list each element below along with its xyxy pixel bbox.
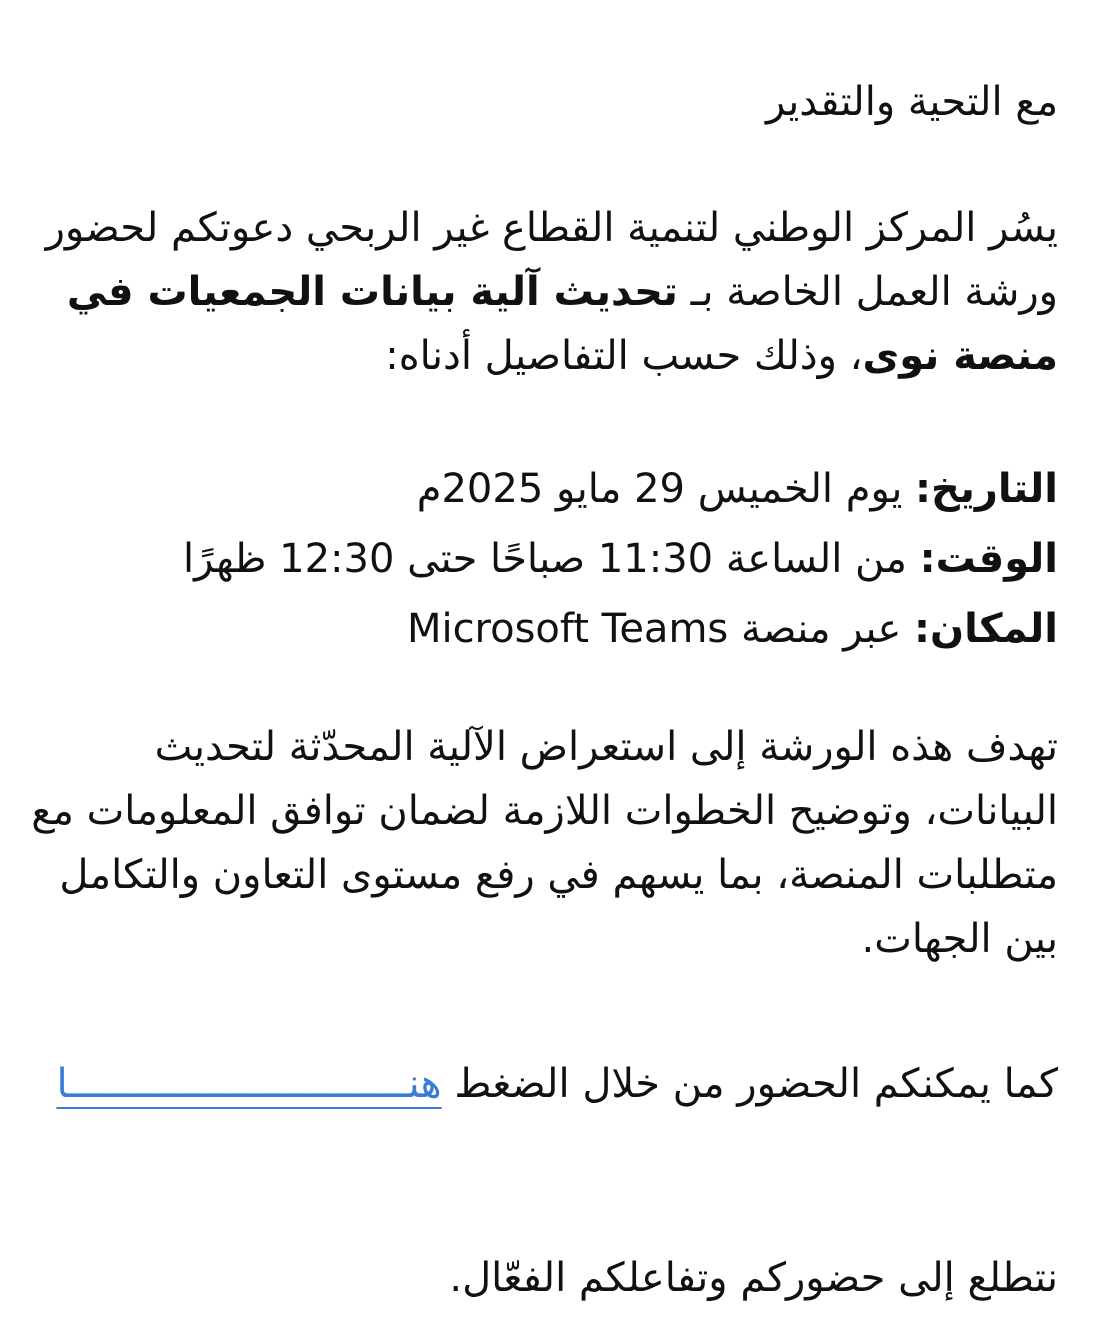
workshop-title: تحديث آلية بيانات الجمعيات في منصة نوى — [66, 269, 1058, 379]
attend-link[interactable]: هنـــــــــــــــــــــــــــــا — [56, 1061, 442, 1107]
closing-line: نتطلع إلى حضوركم وتفاعلكم الفعّال. — [449, 1255, 1058, 1301]
time-value: من الساعة 11:30 صباحًا حتى 12:30 ظهرًا — [182, 536, 920, 582]
intro-paragraph — [28, 196, 1058, 388]
place-label: المكان: — [914, 606, 1058, 652]
time-label: الوقت: — [919, 536, 1058, 582]
intro-tail-text: ، وذلك حسب التفاصيل أدناه: — [385, 333, 863, 379]
place-row — [28, 594, 1058, 664]
place-value: عبر منصة Microsoft Teams — [406, 606, 915, 652]
date-row — [28, 454, 1058, 524]
attend-lead-text: كما يمكنكم الحضور من خلال الضغط — [441, 1061, 1058, 1107]
event-details — [28, 454, 1058, 664]
purpose-paragraph: تهدف هذه الورشة إلى استعراض الآلية المحدّثة لتحديث البيانات، وتوضيح الخطوات اللازمة لضمان توافق المعلومات مع متطلبات المنصة، بما يسهم في رفع مستوى التعاون والتكامل بين الجهات. — [31, 724, 1058, 962]
date-label: التاريخ: — [915, 466, 1058, 512]
attend-paragraph — [28, 1052, 1058, 1116]
intro-lead-text: يسُر المركز الوطني لتنمية القطاع غير الربحي دعوتكم لحضور ورشة العمل الخاصة بـ — [45, 205, 1058, 315]
greeting-line: مع التحية والتقدير — [766, 79, 1058, 125]
time-row — [28, 524, 1058, 594]
date-value: يوم الخميس 29 مايو 2025م — [416, 466, 916, 512]
